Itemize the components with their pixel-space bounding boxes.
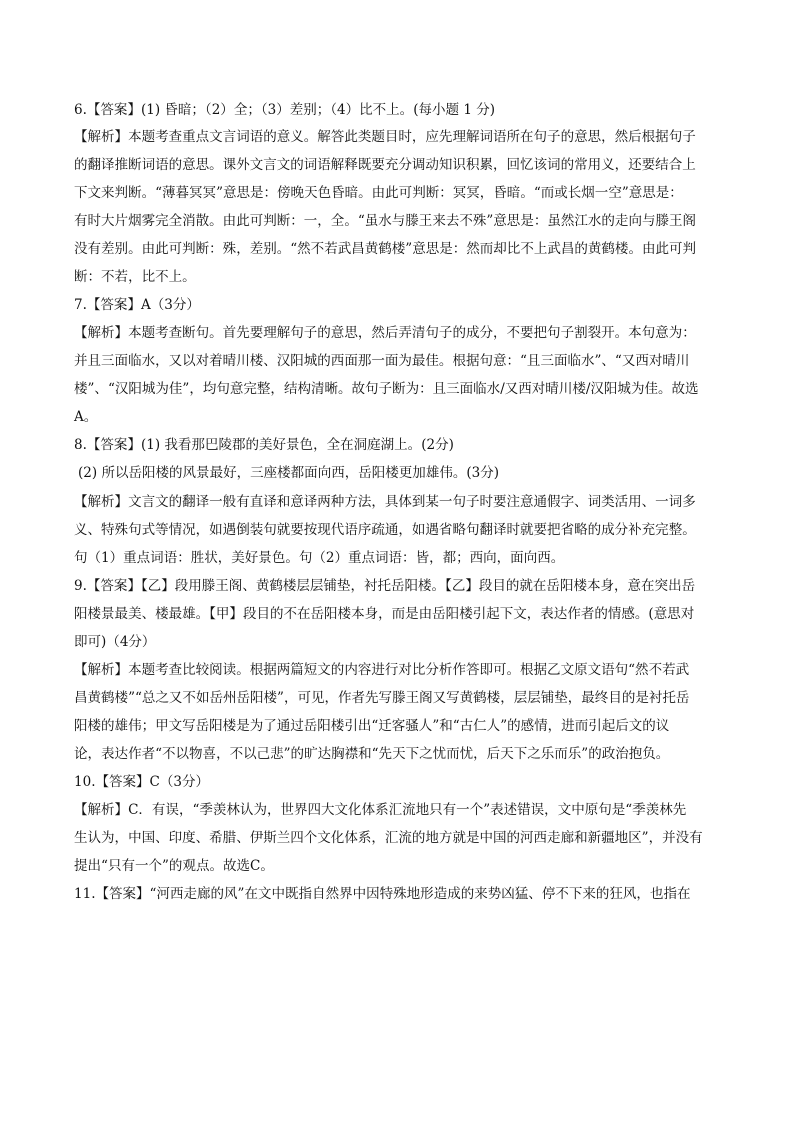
analysis-9-line-4: 论，表达作者“不以物喜，不以己悲”的旷达胸襟和“先天下之忧而忧，后天下之乐而乐”的政治抱负。 xyxy=(74,746,670,762)
answer-8-part-2: (2) 所以岳阳楼的风景最好，三座楼都面向西，岳阳楼更加雄伟。(3分) xyxy=(78,465,500,481)
analysis-6-line-2: 的翻译推断词语的意思。课外文言文的词语解释既要充分调动知识积累，回忆该词的常用义，还要结合上 xyxy=(74,157,696,173)
analysis-6-line-5: 没有差别。由此可判断：殊，差别。“然不若武昌黄鹤楼”意思是：然而却比不上武昌的黄鹤楼。由此可判 xyxy=(74,241,697,257)
answer-6: 6.【答案】(1) 昏暗；（2）全；（3）差别；（4）比不上。(每小题 1 分) xyxy=(74,102,495,118)
answer-8-part-1: 8.【答案】(1) 我看那巴陵郡的美好景色，全在洞庭湖上。(2分) xyxy=(74,437,454,453)
analysis-8-line-2: 义、特殊句式等情况，如遇倒装句就要按现代语序疏通，如遇省略句翻译时就要把省略的成分补充完整。 xyxy=(74,522,696,538)
answer-11-line-1: 11.【答案】“河西走廊的风”在文中既指自然界中因特殊地形造成的来势凶猛、停不下来的狂风，也指在 xyxy=(74,886,691,902)
analysis-6-line-6: 断：不若，比不上。 xyxy=(74,269,196,285)
analysis-7-line-3: 楼”、“汉阳城为佳”，均句意完整，结构清晰。故句子断为：且三面临水/又西对晴川楼/汉阳城为佳。故选 xyxy=(74,381,699,397)
analysis-10-line-3: 提出“只有一个”的观点。故选C。 xyxy=(74,858,274,874)
analysis-9-line-2: 昌黄鹤楼”“总之又不如岳州岳阳楼”，可见，作者先写滕王阁又写黄鹤楼，层层铺垫，最终目的是衬托岳 xyxy=(74,690,690,706)
analysis-6-line-4: 有时大片烟雾完全消散。由此可判断：一，全。“虽水与滕王来去不殊”意思是：虽然江水的走向与滕王阁 xyxy=(74,213,697,229)
analysis-9-line-3: 阳楼的雄伟；甲文写岳阳楼是为了通过岳阳楼引出“迁客骚人”和“古仁人”的感情，进而引起后文的议 xyxy=(74,718,670,734)
analysis-9-line-1: 【解析】本题考查比较阅读。根据两篇短文的内容进行对比分析作答即可。根据乙文原文语句“然不若武 xyxy=(74,662,690,678)
analysis-7-line-4: A。 xyxy=(74,409,98,425)
analysis-7-line-2: 并且三面临水，又以对着晴川楼、汉阳城的西面那一面为最佳。根据句意：“且三面临水”、“又西对晴川 xyxy=(74,353,690,369)
analysis-10-line-1: 【解析】C．有误，“季羡林认为，世界四大文化体系汇流地只有一个”表述错误，文中原句是“季羡林先 xyxy=(74,802,687,818)
answer-9-line-3: 即可)（4分） xyxy=(74,634,156,650)
analysis-10-line-2: 生认为，中国、印度、希腊、伊斯兰四个文化体系，汇流的地方就是中国的河西走廊和新疆地区”，并没有 xyxy=(74,830,703,846)
analysis-8-line-1: 【解析】文言文的翻译一般有直译和意译两种方法，具体到某一句子时要注意通假字、词类活用、一词多 xyxy=(74,494,696,510)
analysis-8-line-3: 句（1）重点词语：胜状，美好景色。句（2）重点词语：皆，都；西向，面向西。 xyxy=(74,550,565,566)
answer-9-line-1: 9.【答案】【乙】段用滕王阁、黄鹤楼层层铺垫，衬托岳阳楼。【乙】段目的就在岳阳楼本身，意在突出岳 xyxy=(74,578,696,594)
answer-10: 10.【答案】C（3分） xyxy=(74,774,210,790)
answer-7: 7.【答案】A（3分） xyxy=(74,297,200,313)
analysis-7-line-1: 【解析】本题考查断句。首先要理解句子的意思，然后弄清句子的成分，不要把句子割裂开。本句意为： xyxy=(74,325,696,341)
analysis-6-line-1: 【解析】本题考查重点文言词语的意义。解答此类题目时，应先理解词语所在句子的意思，然后根据句子 xyxy=(74,129,696,145)
analysis-6-line-3: 下文来判断。“薄暮冥冥”意思是：傍晚天色昏暗。由此可判断：冥冥，昏暗。“而或长烟一空”意思是： xyxy=(74,185,683,201)
answer-9-line-2: 阳楼景最美、楼最雄。【甲】段目的不在岳阳楼本身，而是由岳阳楼引起下文，表达作者的情感。(意思对 xyxy=(74,606,695,622)
